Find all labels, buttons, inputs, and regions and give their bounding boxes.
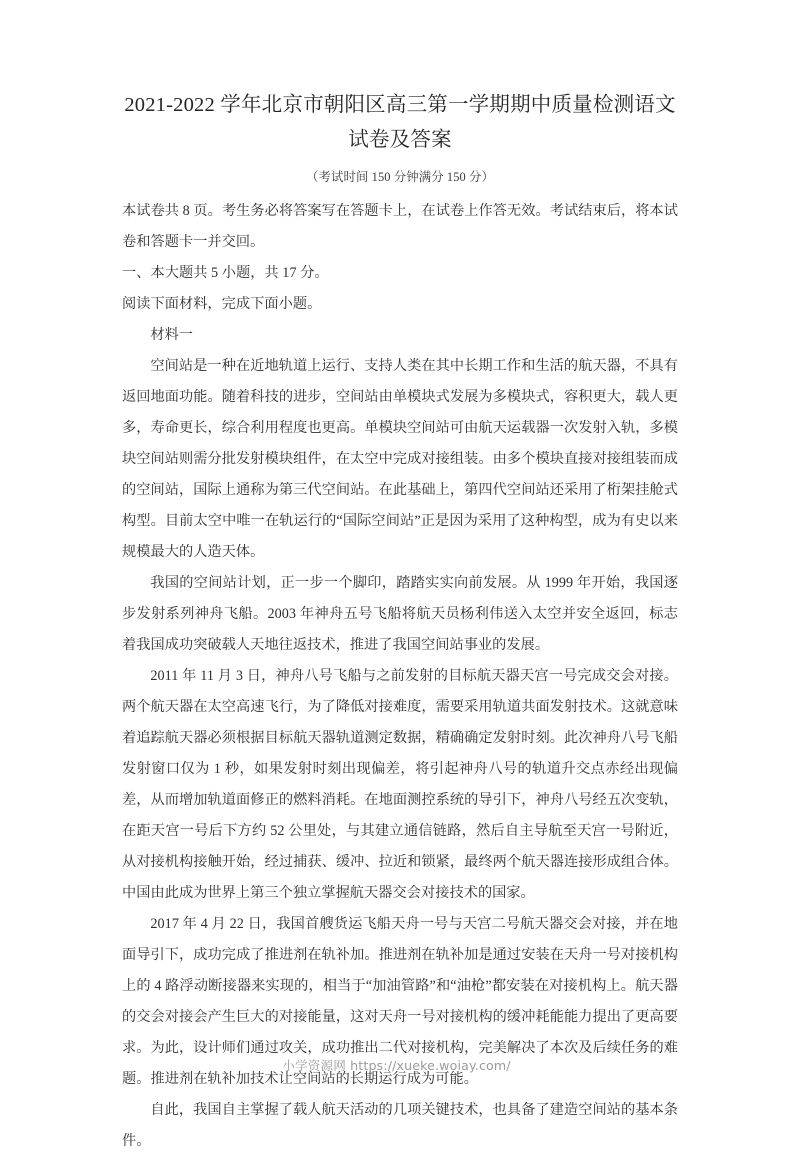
page-title: 2021-2022 学年北京市朝阳区高三第一学期期中质量检测语文试卷及答案: [124, 94, 676, 151]
document-content-column: [122, 0, 678, 1157]
passage-paragraph-5: 自此，我国自主掌握了载人航天活动的几项关键技术，也具备了建造空间站的基本条件。: [122, 1102, 678, 1149]
instruction-read-material: 阅读下面材料，完成下面小题。: [122, 296, 322, 312]
instruction-section-one-heading: 一、本大题共 5 小题，共 17 分。: [122, 265, 329, 281]
material-label: 材料一: [150, 327, 193, 343]
passage-paragraph-2: 我国的空间站计划，正一步一个脚印，踏踏实实向前发展。从 1999 年开始，我国逐步发射系列神舟飞船。2003 年神舟五号飞船将航天员杨利伟送入太空并安全返回，标志着我国成功突破载人天地往返技术，推进了我国空间站事业的发展。: [122, 575, 678, 653]
document-body: [122, 187, 678, 1157]
passage-paragraph-1: 空间站是一种在近地轨道上运行、支持人类在其中长期工作和生活的航天器，不具有返回地面功能。随着科技的进步，空间站由单模块式发展为多模块式，容积更大，载人更多，寿命更长，综合利用程度也更高。单模块空间站可由航天运载器一次发射入轨，多模块空间站则需分批发射模块组件，在太空中完成对接组装。由多个模块直接对接组装而成的空间站，国际上通称为第三代空间站。在此基础上，第四代空间站还采用了桁架挂舱式构型。目前太空中唯一在轨运行的“国际空间站”正是因为采用了这种构型，成为有史以来规模最大的人造天体。: [122, 358, 678, 560]
exam-time-subtitle: （考试时间 150 分钟满分 150 分）: [306, 170, 494, 184]
passage-paragraph-4: 2017 年 4 月 22 日，我国首艘货运飞船天舟一号与天宫二号航天器交会对接，并在地面导引下，成功完成了推进剂在轨补加。推进剂在轨补加是通过安装在天舟一号对接机构上的 4 路浮动断接器来实现的，相当于“加油管路”和“油枪”都安装在对接机构上。航天器的交会对接会产生巨大的对接能量，这对天舟一号对接机构的缓冲耗能能力提出了更高要求。为此，设计师们通过攻关，成功推出二代对接机构，完美解决了本次及后续任务的难题。推进剂在轨补加技术让空间站的长期运行成为可能。: [122, 916, 678, 1087]
passage-paragraph-3: 2011 年 11 月 3 日，神舟八号飞船与之前发射的目标航天器天宫一号完成交会对接。两个航天器在太空高速飞行，为了降低对接难度，需要采用轨道共面发射技术。这就意味着追踪航天器必须根据目标航天器轨道测定数据，精确确定发射时刻。此次神舟八号飞船发射窗口仅为 1 秒，如果发射时刻出现偏差，将引起神舟八号的轨道升交点赤经出现偏差，从而增加轨道面修正的燃料消耗。在地面测控系统的导引下，神舟八号经五次变轨，在距天宫一号后下方约 52 公里处，与其建立通信链路，然后自主导航至天宫一号附近，从对接机构接触开始，经过捕获、缓冲、拉近和锁紧，最终两个航天器连接形成组合体。中国由此成为世界上第三个独立掌握航天器交会对接技术的国家。: [122, 668, 678, 901]
instruction-paragraph-answer-sheet: 本试卷共 8 页。考生务必将答案写在答题卡上，在试卷上作答无效。考试结束后，将本试卷和答题卡一并交回。: [122, 203, 678, 250]
footer-watermark: 小学资源网 https://xueke.woiay.com/: [282, 1058, 511, 1073]
